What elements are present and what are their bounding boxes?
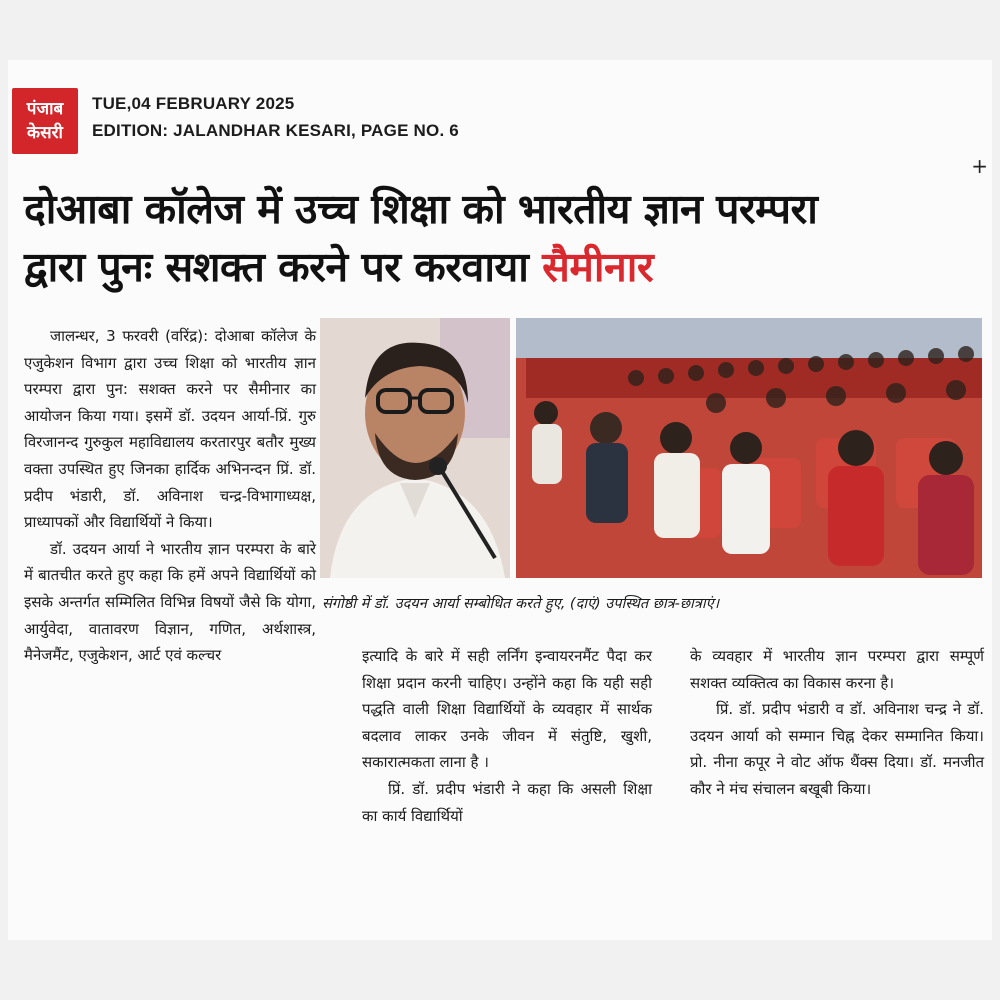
headline-line-1: दोआबा कॉलेज में उच्च शिक्षा को भारतीय ज्ञान परम्परा — [24, 185, 818, 233]
article-column-2 — [362, 643, 652, 829]
article-paragraph: इत्यादि के बारे में सही लर्निंग इन्वायरनमैंट पैदा कर शिक्षा प्रदान करनी चाहिए। उन्होंने कहा कि यही सही पद्धति वाली शिक्षा विद्यार्थियों के व्यवहार में सार्थक बदलाव लाकर उनके जीवन में संतुष्टि, खुशी, सकारात्मकता लाना है । — [362, 647, 652, 772]
audience-photo — [516, 318, 982, 578]
article-paragraph: के व्यवहार में भारतीय ज्ञान परम्परा द्वारा सम्पूर्ण सशक्त व्यक्तित्व का विकास करना है। — [690, 647, 984, 692]
article-column-3 — [690, 643, 984, 803]
headline-highlight: सैमीनार — [542, 243, 654, 291]
headline-line-2 — [24, 238, 984, 296]
logo-line-1: पंजाब — [26, 99, 64, 119]
photo-caption: संगोष्ठी में डॉ. उदयन आर्या सम्बोधित करते हुए, (दाएं) उपस्थित छात्र-छात्राएं। — [322, 596, 720, 612]
audience-photo-drawing — [516, 318, 982, 578]
headline-line-2-text: द्वारा पुनः सशक्त करने पर करवाया — [24, 243, 529, 291]
article-paragraph: प्रिं. डॉ. प्रदीप भंडारी व डॉ. अविनाश चन्द्र ने डॉ. उदयन आर्या को सम्मान चिह्न देकर सम्मानित किया। प्रो. नीना कपूर ने वोट ऑफ थैंक्स दिया। डॉ. मनजीत कौर ने मंच संचालन बखूबी किया। — [690, 700, 984, 798]
speaker-photo-drawing — [320, 318, 510, 578]
crop-mark: + — [971, 154, 988, 178]
article-paragraph: डॉ. उदयन आर्या ने भारतीय ज्ञान परम्परा के बारे में बातचीत करते हुए कहा कि हमें अपने विद्यार्थियों को इसके अन्तर्गत सम्मिलित विभिन्न विषयों जैसे कि योगा, आर्युवेदा, वातावरण विज्ञान, गणित, अर्थशास्त्र, मैनेजमैंट, एजुकेशन, आर्ट एवं कल्चर — [24, 539, 316, 665]
punjab-kesari-logo — [12, 88, 78, 154]
speaker-photo — [320, 318, 510, 578]
article-paragraph: प्रिं. डॉ. प्रदीप भंडारी ने कहा कि असली शिक्षा का कार्य विद्यार्थियों — [362, 779, 652, 825]
headline — [24, 180, 984, 296]
edition-info: EDITION: JALANDHAR KESARI, PAGE NO. 6 — [92, 121, 459, 140]
edition-date: TUE,04 FEBRUARY 2025 — [92, 94, 295, 113]
article-paragraph: जालन्धर, 3 फरवरी (वरिंद्र): दोआबा कॉलेज के एजुकेशन विभाग द्वारा उच्च शिक्षा को भारतीय ज्ञान परम्परा द्वारा पुन: सशक्त करने पर सैमीनार का आयोजन किया गया। इसमें डॉ. उदयन आर्या-प्रिं. गुरु विरजानन्द गुरुकुल महाविद्यालय करतारपुर बतौर मुख्य वक्ता उपस्थित हुए जिनका हार्दिक अभिनन्दन प्रिं. डॉ. प्रदीप भंडारी, डॉ. अविनाश चन्द्र-विभागाध्यक्ष, प्राध्यापकों और विद्यार्थियों ने किया। — [24, 327, 316, 532]
article-column-1 — [24, 323, 316, 669]
logo-line-2: केसरी — [27, 123, 63, 143]
